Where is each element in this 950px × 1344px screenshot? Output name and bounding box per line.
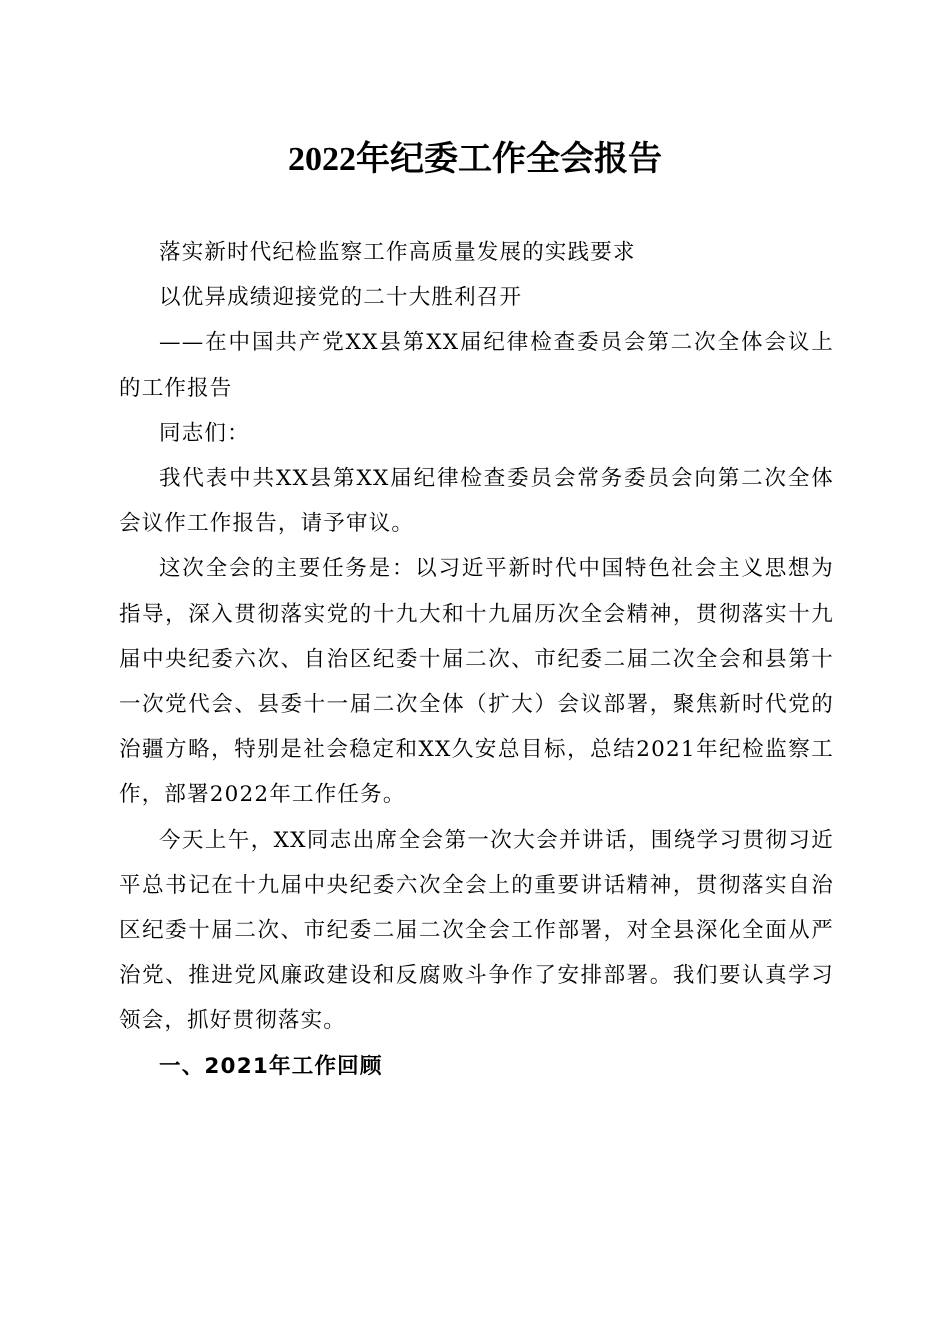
section-heading: 一、2021年工作回顾 xyxy=(159,1053,383,1079)
salutation: 同志们： xyxy=(159,420,250,446)
paragraph-1: 我代表中共XX县第XX届纪律检查委员会常务委员会向第二次全体会议作工作报告，请予审议。 xyxy=(119,466,834,537)
subtitle-line-2: 以优异成绩迎接党的二十大胜利召开 xyxy=(159,285,523,311)
document-body xyxy=(119,230,834,1089)
paragraph-3: 今天上午，XX同志出席全会第一次大会并讲话，围绕学习贯彻习近平总书记在十九届中央纪委六次全会上的重要讲话精神，贯彻落实自治区纪委十届二次、市纪委二届二次全会工作部署，对全县深化全面从严治党、推进党风廉政建设和反腐败斗争作了安排部署。我们要认真学习领会，抓好贯彻落实。 xyxy=(119,827,834,1034)
document-title: 2022年纪委工作全会报告 xyxy=(288,141,662,178)
paragraph-2: 这次全会的主要任务是：以习近平新时代中国特色社会主义思想为指导，深入贯彻落实党的十九大和十九届历次全会精神，贯彻落实十九届中央纪委六次、自治区纪委十届二次、市纪委二届二次全会和县第十一次党代会、县委十一届二次全体（扩大）会议部署，聚焦新时代党的治疆方略，特别是社会稳定和XX久安总目标，总结2021年纪检监察工作，部署2022年工作任务。 xyxy=(119,556,834,808)
subtitle-line-1: 落实新时代纪检监察工作高质量发展的实践要求 xyxy=(159,240,636,265)
subtitle-line-3: ——在中国共产党XX县第XX届纪律检查委员会第二次全体会议上的工作报告 xyxy=(119,330,834,401)
